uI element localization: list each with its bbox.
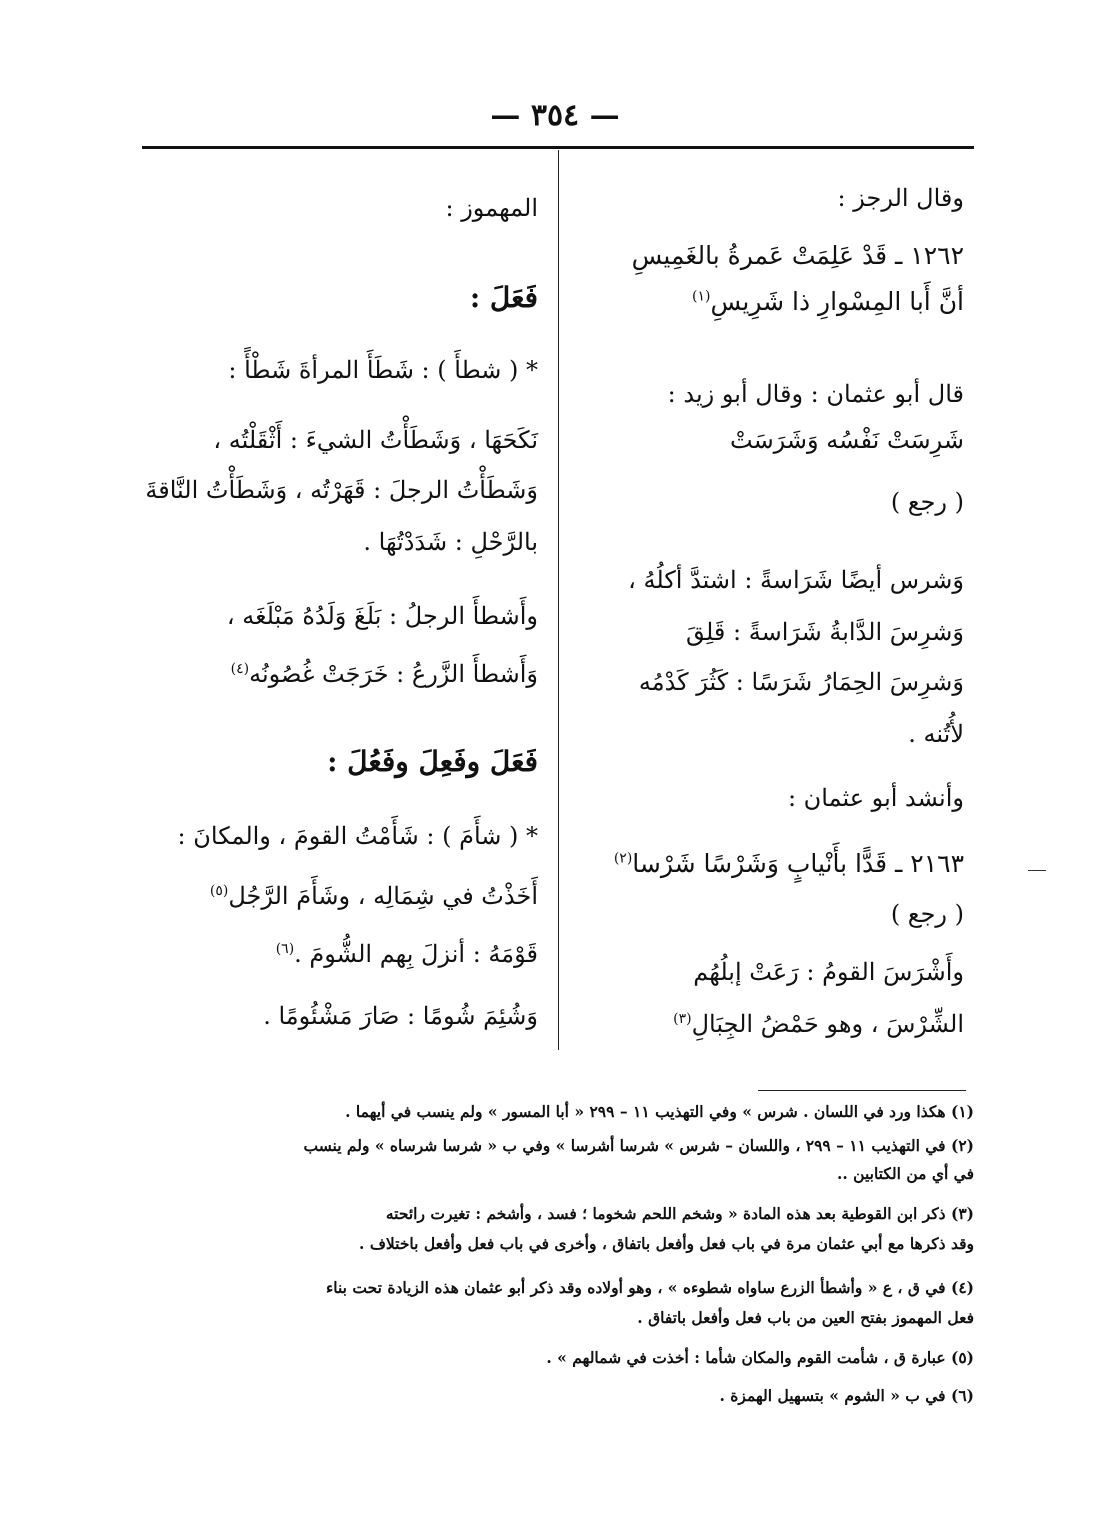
line-text: المهموز : [445, 194, 538, 222]
right-col-text-line [788, 776, 964, 820]
line-text: قَوْمَهُ : أنزلَ بِهم الشُّومَ . [294, 940, 538, 968]
line-text: فَعَلَ وفَعِلَ وفَعُلَ : [327, 745, 538, 778]
right-col-text-line [668, 372, 964, 416]
line-text: وَشُئِمَ شُومًا : صَارَ مَشْئُومًا . [263, 1002, 538, 1030]
left-col-heading [470, 276, 538, 320]
right-col-text-line [628, 558, 964, 602]
right-col-text-line [891, 892, 964, 936]
footnote-marker: (١) [692, 288, 711, 305]
left-col-text-line [228, 348, 538, 392]
left-col-text-line [276, 932, 538, 976]
right-col-text-line [730, 418, 964, 462]
left-col-text-line [263, 994, 538, 1038]
line-text: وَشَطَأْتُ الرجلَ : قَهَرْتُه ، وَشَطَأْتُ النَّاقةَ [145, 476, 538, 504]
right-col-text-line [639, 660, 964, 704]
right-col-verse-line [632, 234, 964, 278]
line-text: وقال الرجز : [837, 184, 964, 212]
left-col-text-line [231, 652, 538, 696]
right-col-text-line [686, 610, 964, 654]
footnote-line: فعل المهموز بفتح العين من باب فعل وأفعل باتفاق . [637, 1308, 974, 1327]
left-col-text-line [446, 186, 539, 230]
right-col-text-line [891, 480, 964, 524]
line-text: * ( شأَمَ ) : شَأَمْتُ القومَ ، والمكانَ : [177, 822, 538, 850]
line-text: أَخَذْتُ في شِمَالِه ، وشَأَمَ الرَّجُل [228, 882, 538, 910]
line-text: وأَشْرَسَ القومُ : رَعَتْ إبلُهُم [693, 958, 964, 986]
right-col-text-line [908, 712, 964, 756]
left-col-heading [327, 740, 538, 784]
line-text: وَأَشطأَ الزَّرعُ : خَرَجَتْ غُصُونُه [249, 660, 538, 688]
right-col-verse-line [614, 842, 964, 886]
footnote-marker: (٢) [613, 850, 633, 867]
line-text: الشِّرْسَ ، وهو حَمْضُ الجِبَالِ [691, 1010, 964, 1038]
line-text: وأنشد أبو عثمان : [787, 784, 964, 812]
line-text: ١٢٦٢ ـ قَدْ عَلِمَتْ عَمرةُ بالغَمِيسِ [631, 241, 964, 270]
right-col-text-line [673, 1002, 964, 1046]
line-text: ( رجع ) [890, 900, 964, 928]
line-text: بالرَّحْلِ : شَدَدْتُهَا . [363, 528, 538, 556]
line-text: أنَّ أَبا المِسْوارِ ذا شَرِيسِ [710, 287, 964, 316]
footnote-line: (٣) ذكر ابن القوطية بعد هذه المادة « وشخم اللحم شخوما ؛ فسد ، وأشخم : تغيرت رائحته [385, 1204, 974, 1223]
left-col-text-line [227, 594, 538, 638]
left-col-text-line [178, 814, 538, 858]
footnote-line: (٥) عبارة ق ، شأمت القوم والمكان شأما : أخذت في شمالهم » . [546, 1348, 974, 1367]
footnote-marker: (٥) [209, 883, 229, 899]
footnote-rule [758, 1090, 966, 1091]
column-divider [558, 150, 559, 1050]
left-col-text-line [363, 520, 538, 564]
right-col-text-line [693, 950, 964, 994]
left-col-text-line [210, 874, 538, 918]
page-number: — ٣٥٤ — [490, 98, 620, 133]
right-col-text-line [838, 176, 964, 220]
line-text: نَكَحَهَا ، وَشَطَأْتُ الشيءَ : أَثْقَلْتُه ، [213, 426, 538, 454]
line-text: شَرِسَتْ نَفْسُه وَشَرَسَتْ [730, 426, 964, 454]
line-text: فَعَلَ : [469, 281, 538, 314]
right-col-verse-line [692, 280, 964, 324]
footnote-line: في أي من الكتابين .. [836, 1164, 974, 1183]
line-text: ٢١٦٣ ـ قَدًّا بأَنْيابٍ وَشَرْسًا شَرْسا [632, 849, 964, 878]
footnote-line: (٢) في التهذيب ١١ – ٢٩٩ ، واللسان – شرس » شرسا أشرسا » وفي ب « شرسا شرساه » ولم ينسب [303, 1136, 974, 1155]
footnote-line: (١) هكذا ورد في اللسان . شرس » وفي التهذيب ١١ – ٢٩٩ « أبا المسور » ولم ينسب في أيهما . [345, 1102, 974, 1121]
footnote-marker: (٤) [230, 661, 250, 677]
footnote-line: (٦) في ب « الشوم » بتسهيل الهمزة . [719, 1386, 974, 1405]
left-col-text-line [213, 418, 538, 462]
footnote-line: (٤) في ق ، ع « وأشطأ الزرع ساواه شطوءه » ، وهو أولاده وقد ذكر أبو عثمان هذه الزيادة تحت بناء [325, 1278, 974, 1297]
line-text: وَشرِسَ الحِمَارُ شَرَسًا : كَثُرَ كَدْمُه [638, 668, 964, 696]
footnote-marker: (٦) [275, 941, 295, 957]
left-col-text-line [145, 468, 538, 512]
line-text: * ( شطأَ ) : شَطَأَ المرأةَ شَطْأً : [228, 356, 538, 384]
line-text: وأَشطأَ الرجلُ : بَلَغَ وَلَدُهُ مَبْلَغَه ، [226, 602, 538, 630]
line-text: وَشرس أيضًا شَرَاسةً : اشتدَّ أكلُهُ ، [628, 566, 964, 594]
footnote-line: وقد ذكرها مع أبي عثمان مرة في باب فعل وأفعل باتفاق ، وأخرى في باب فعل وأفعل باختلاف . [359, 1234, 974, 1253]
line-text: وَشرِسَ الدَّابةُ شَرَاسةً : قَلِقَ [685, 618, 964, 646]
line-text: لأُتُنه . [908, 720, 964, 748]
footnote-marker: (٣) [673, 1011, 692, 1027]
margin-mark [1028, 870, 1046, 871]
line-text: ( رجع ) [890, 488, 964, 516]
line-text: قال أبو عثمان : وقال أبو زيد : [667, 380, 964, 408]
header-rule [142, 146, 974, 149]
